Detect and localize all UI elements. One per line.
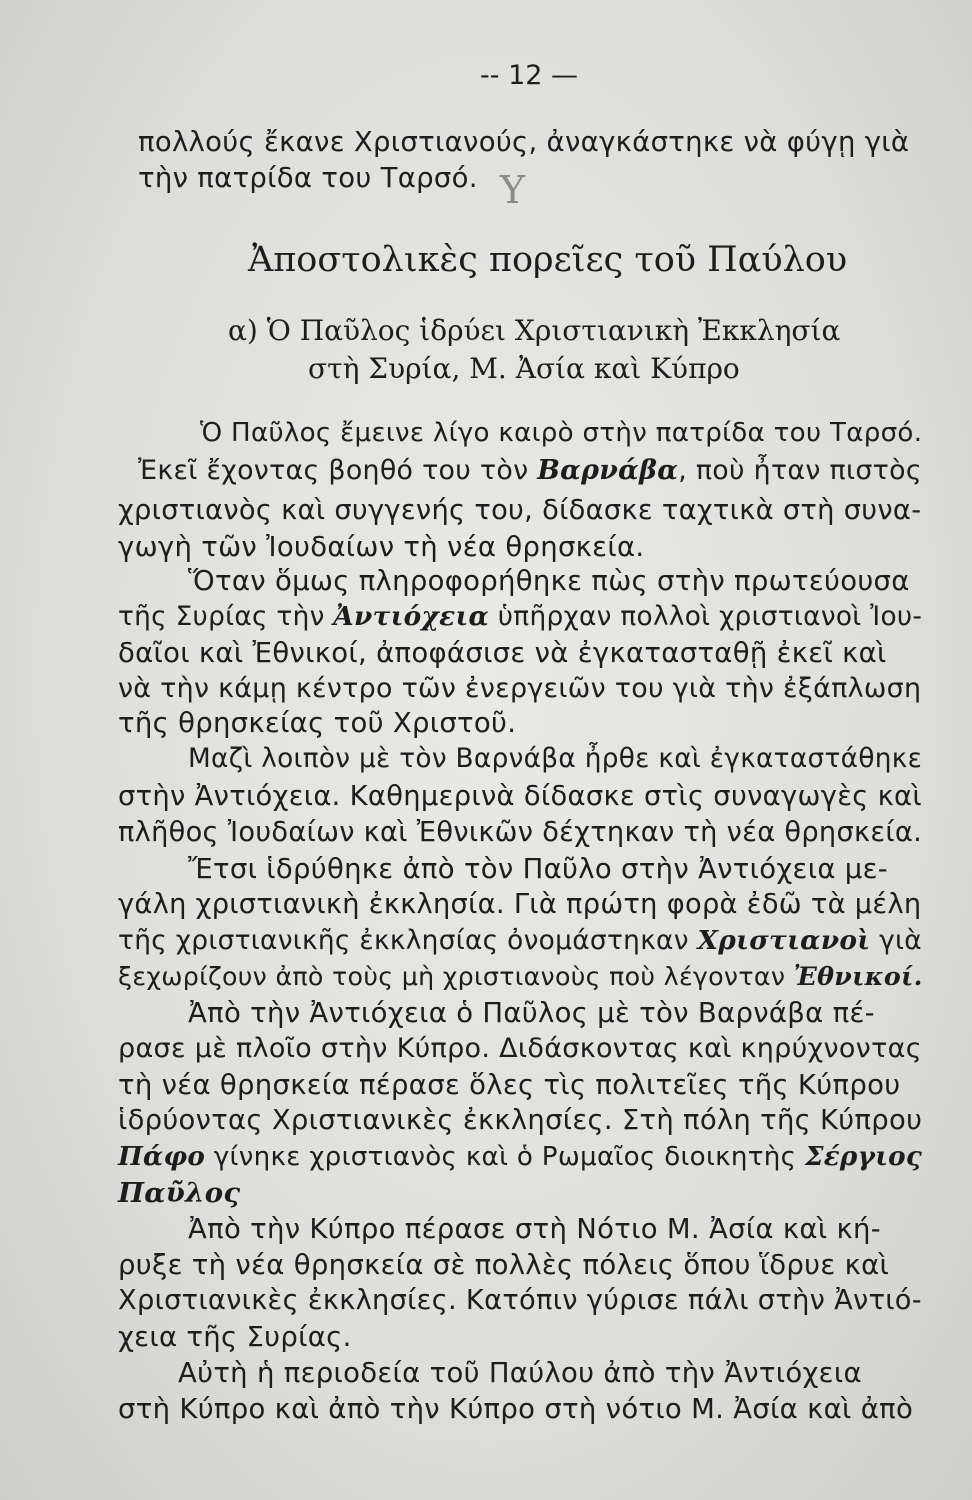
intro-line-1: πολλούς ἔκανε Χριστιανούς, ἀναγκάστηκε νὰ φύγῃ γιὰ xyxy=(138,126,910,158)
name-paulus: Παῦλος xyxy=(118,1177,241,1209)
subsection-title-line-2: στὴ Συρία, Μ. Ἀσία καὶ Κύπρο xyxy=(308,352,740,385)
body-line: στὴ Κύπρο καὶ ἀπὸ τὴν Κύπρο στὴ νότιο Μ. Ἀσία καὶ ἀπὸ xyxy=(118,1393,914,1425)
body-line: στὴν Ἀντιόχεια. Καθημερινὰ δίδασκε στὶς συναγωγὲς καὶ xyxy=(118,781,922,812)
body-line: Ἔτσι ἱδρύθηκε ἀπὸ τὸν Παῦλο στὴν Ἀντιόχεια με- xyxy=(188,853,888,885)
section-title: Ἀποστολικὲς πορεῖες τοῦ Παύλου xyxy=(248,240,848,280)
body-line: ρυξε τὴ νέα θρησκεία σὲ πολλὲς πόλεις ὅπου ἵδρυε καὶ xyxy=(118,1249,890,1281)
body-line: Ἐκεῖ ἔχοντας βοηθό του τὸν Βαρνάβα, ποὺ ἦταν πιστὸς xyxy=(138,455,922,486)
handwritten-margin-mark: Y xyxy=(500,168,526,212)
body-line: ἱδρύοντας Χριστιανικὲς ἐκκλησίες. Στὴ πόλη τῆς Κύπρου xyxy=(118,1105,923,1136)
place-antioch: Ἀντιόχεια xyxy=(333,601,490,632)
name-sergius: Σέργιος xyxy=(804,1141,923,1172)
body-line: Αὐτὴ ἡ περιοδεία τοῦ Παύλου ἀπὸ τὴν Ἀντιόχεια xyxy=(178,1357,862,1389)
body-line: Ὅταν ὅμως πληροφορήθηκε πὼς στὴν πρωτεύουσα xyxy=(188,565,910,597)
page-number: -- 12 — xyxy=(480,60,579,91)
term-christians: Χριστιανοὶ xyxy=(697,925,871,956)
body-line: νὰ τὴν κάμῃ κέντρο τῶν ἐνεργειῶν του γιὰ τὴν ἐξάπλωση xyxy=(118,673,922,704)
body-line: Ἀπὸ τὴν Ἀντιόχεια ὁ Παῦλος μὲ τὸν Βαρνάβα πέ- xyxy=(188,997,875,1029)
body-line: Χριστιανικὲς ἐκκλησίες. Κατόπιν γύρισε πάλι στὴν Ἀντιό- xyxy=(118,1285,922,1316)
body-line: χριστιανὸς καὶ συγγενής του, δίδασκε ταχτικὰ στὴ συνα- xyxy=(118,495,922,526)
body-line: τῆς Συρίας τὴν Ἀντιόχεια ὑπῆρχαν πολλοὶ χριστιανοὶ Ἰου- xyxy=(118,601,923,632)
body-line: χεια τῆς Συρίας. xyxy=(118,1321,352,1353)
intro-line-2: τὴν πατρίδα του Ταρσό. xyxy=(138,162,478,194)
place-paphos: Πάφο xyxy=(118,1141,206,1172)
body-line xyxy=(118,1177,240,1209)
body-line: τῆς χριστιανικῆς ἐκκλησίας ὀνομάστηκαν Χριστιανοὶ γιὰ xyxy=(118,925,922,956)
body-line: Ὁ Παῦλος ἔμεινε λίγο καιρὸ στὴν πατρίδα του Ταρσό. xyxy=(200,418,923,448)
subsection-title-line-1: α) Ὁ Παῦλος ἱδρύει Χριστιανικὴ Ἐκκλησία xyxy=(228,314,841,347)
body-line: γάλη χριστιανικὴ ἐκκλησία. Γιὰ πρώτη φορὰ ἐδῶ τὰ μέλη xyxy=(118,889,922,920)
body-line: Πάφο γίνηκε χριστιανὸς καὶ ὁ Ρωμαῖος διοικητὴς Σέργιος xyxy=(118,1141,923,1172)
body-line: τὴ νέα θρησκεία πέρασε ὅλες τὶς πολιτεῖες τῆς Κύπρου xyxy=(118,1069,901,1101)
body-line: Ἀπὸ τὴν Κύπρο πέρασε στὴ Νότιο Μ. Ἀσία καὶ κή- xyxy=(188,1213,881,1245)
body-line: τῆς θρησκείας τοῦ Χριστοῦ. xyxy=(118,707,517,739)
body-line: γωγὴ τῶν Ἰουδαίων τὴ νέα θρησκεία. xyxy=(118,531,645,563)
name-barnabas: Βαρνάβα xyxy=(537,455,679,486)
body-line: ρασε μὲ πλοῖο στὴν Κύπρο. Διδάσκοντας καὶ κηρύχνοντας xyxy=(118,1033,922,1064)
body-line: πλῆθος Ἰουδαίων καὶ Ἐθνικῶν δέχτηκαν τὴ νέα θρησκεία. xyxy=(118,817,923,848)
body-line: Μαζὶ λοιπὸν μὲ τὸν Βαρνάβα ἦρθε καὶ ἐγκαταστάθηκε xyxy=(188,744,923,774)
term-gentiles: Ἐθνικοί. xyxy=(793,961,923,991)
body-line: ξεχωρίζουν ἀπὸ τοὺς μὴ χριστιανοὺς ποὺ λέγονταν Ἐθνικοί. xyxy=(118,961,923,991)
body-line: δαῖοι καὶ Ἐθνικοί, ἀποφάσισε νὰ ἐγκατασταθῇ ἐκεῖ καὶ xyxy=(118,637,887,669)
